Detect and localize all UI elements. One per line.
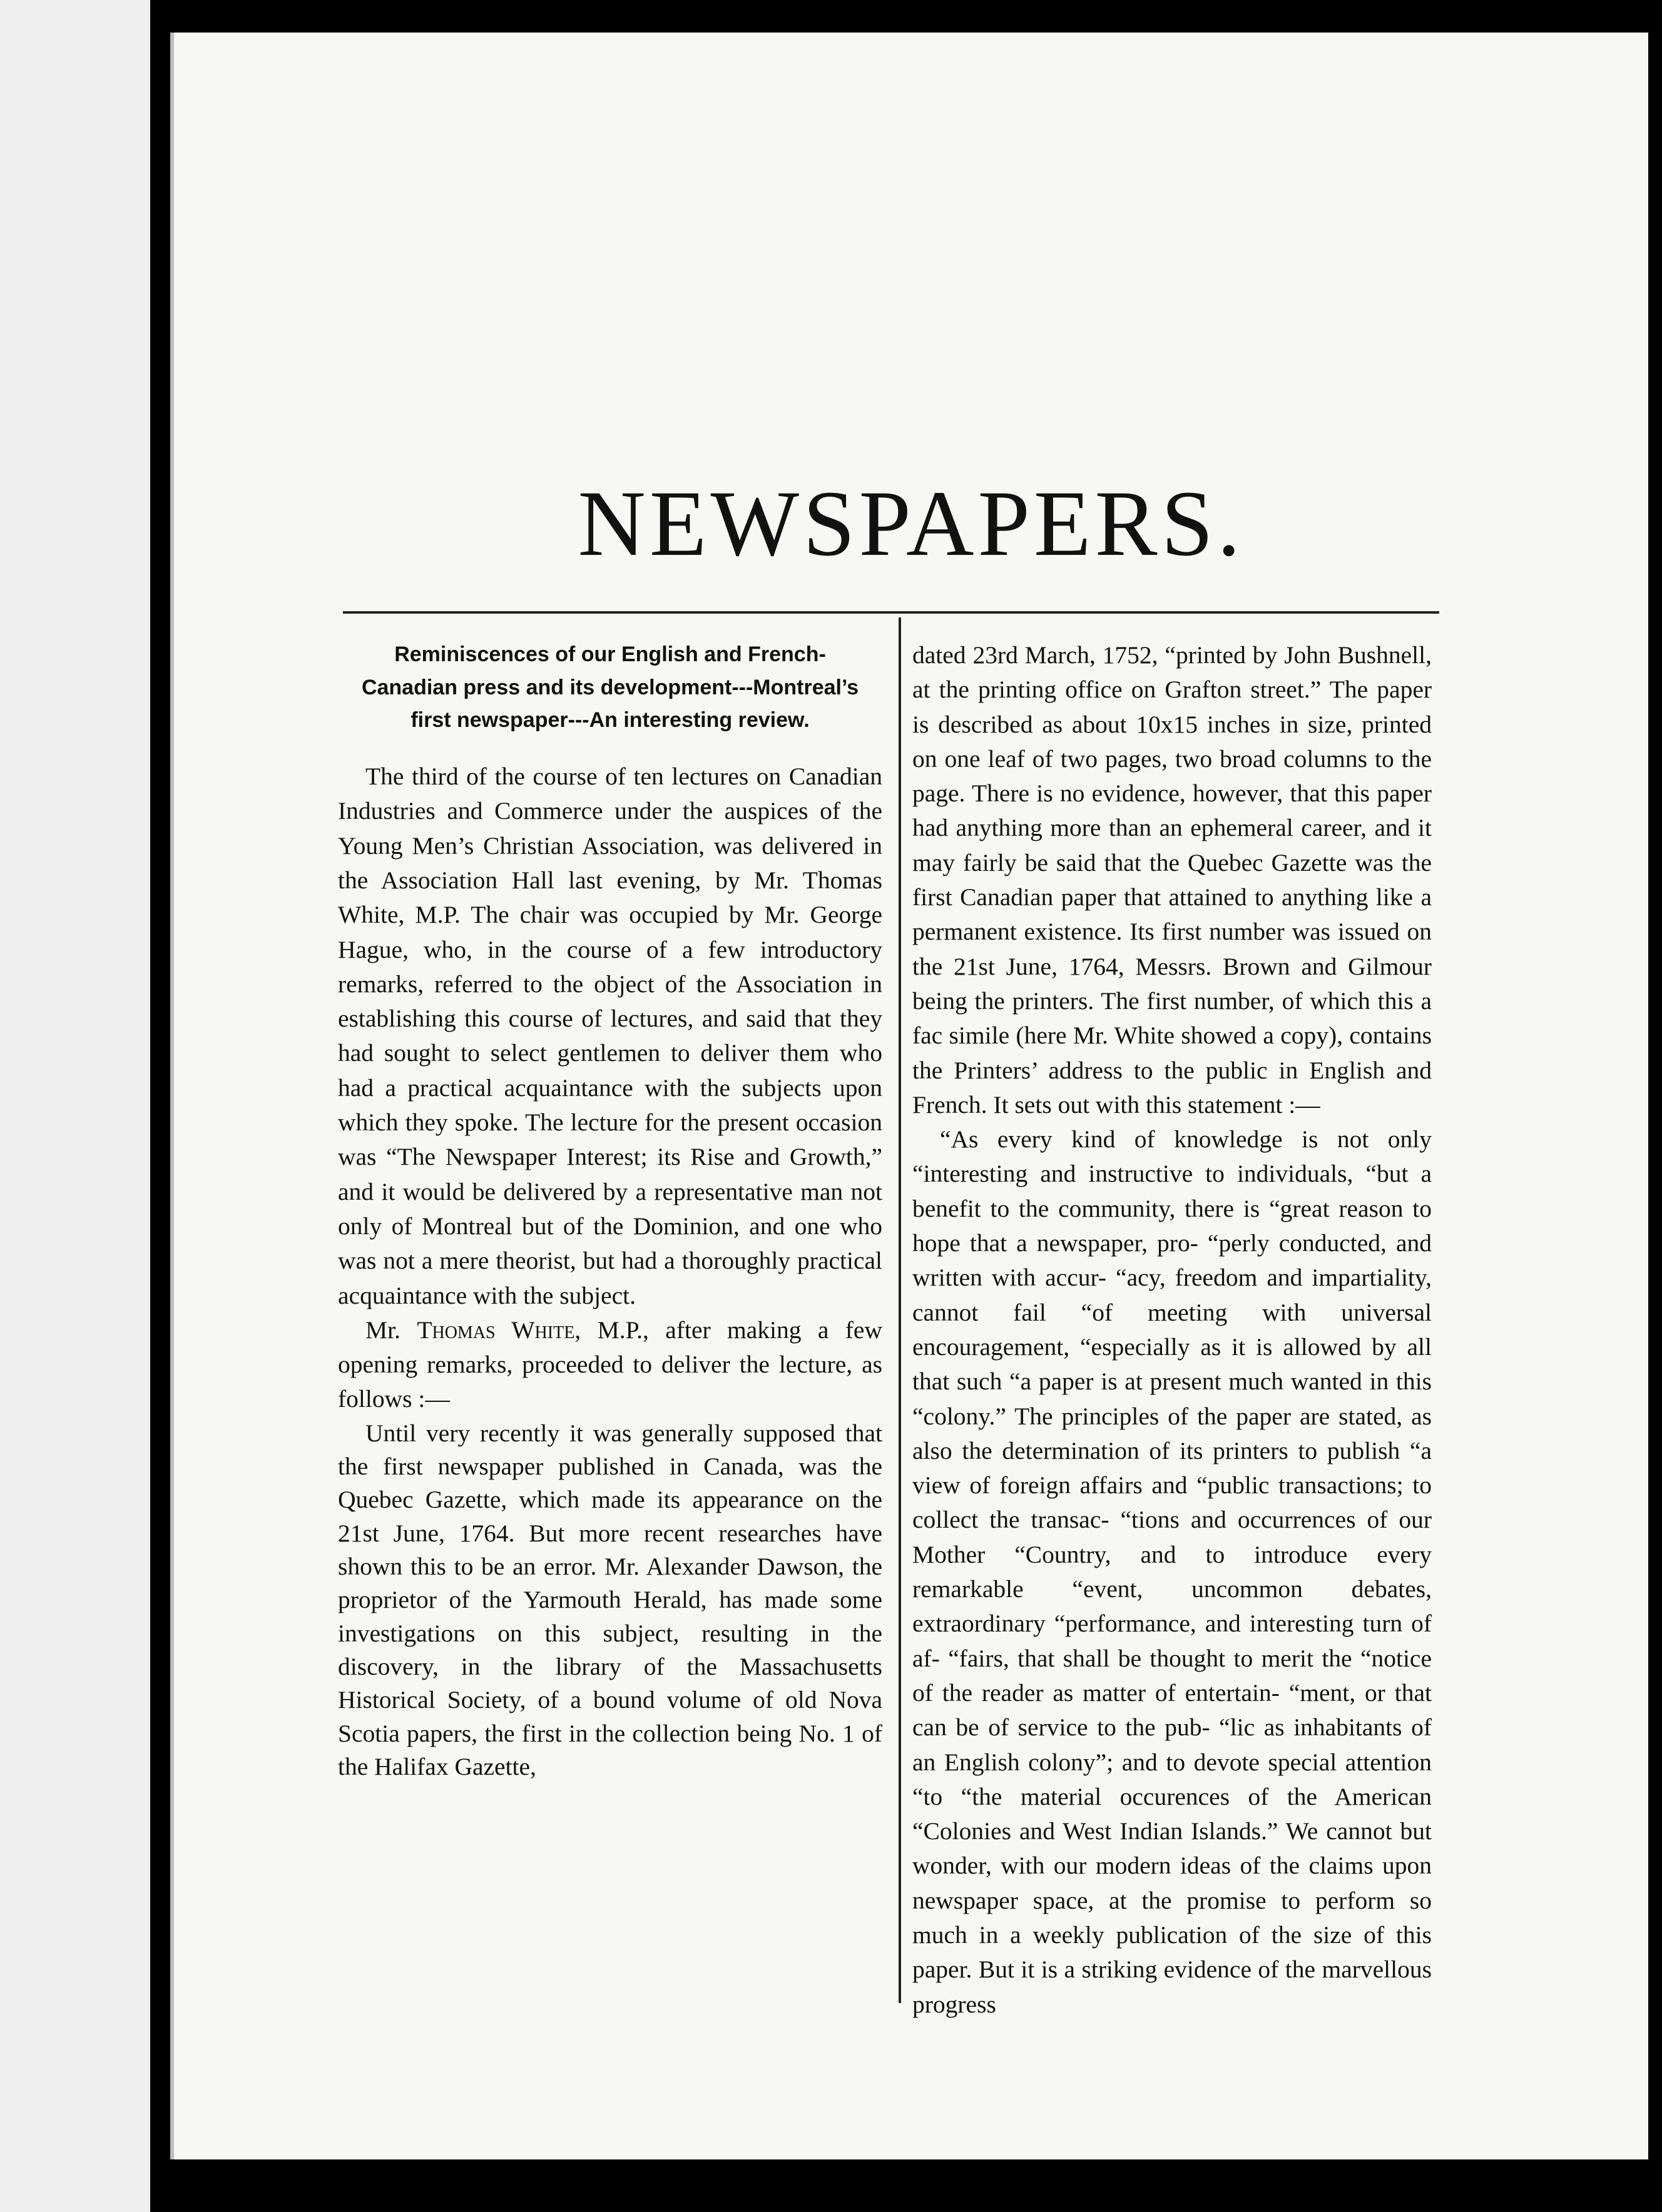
left-column (338, 638, 882, 1783)
right-column (912, 638, 1432, 2022)
lecture-opening-paragraph: Until very recently it was generally supposed that the first newspaper published in Canada, was the Quebec Gazette, which made its appearance on the 21st June, 1764. But more recent researches have shown this to be an error. Mr. Alexander Dawson, the proprietor of the Yarmouth Herald, has made some investigations on this subject, resulting in the discovery, in the library of the Massachusetts Historical Society, of a bound volume of old Nova Scotia papers, the first in the collection being No. 1 of the Halifax Gazette, (338, 1419, 882, 1780)
article-headline: Reminiscences of our English and French-Canadian press and its development---Montreal’s first newspaper---An interesting review. (361, 642, 859, 733)
printers-address-quote: “As every kind of knowledge is not only “interesting and instructive to individuals, “but a benefit to the community, there is “great reason to hope that a newspaper, pro- “perly conducted, and written with accur- “acy, freedom and impartiality, cannot fail “of meeting with universal encouragement, “especially as it is allowed by all that such “a paper is at present much wanted in this “colony.” The principles of the paper are stated, as also the determination of its printers to publish “a view of foreign affairs and “public transactions; to collect the transac- “tions and occurrences of our Mother “Country, and to introduce every remarkable “event, uncommon debates, extraordinary “performance, and interesting turn of af- “fairs, that shall be thought to merit the “notice of the reader as matter of entertain- “ment, or that can be of service to the pub- “lic as inhabitants of an English colony”; and to devote special attention “to “the material occurences of the American “Colonies and West Indian Islands.” We cannot but wonder, with our modern ideas of the claims upon newspaper space, at the promise to perform so much in a weekly publication of the size of this paper. But it is a striking evidence of the marvellous progress (912, 1125, 1432, 2018)
intro-paragraph: The third of the course of ten lectures on Canadian Industries and Commerce under the auspices of the Young Men’s Christian Association, was delivered in the Association Hall last evening, by Mr. Thomas White, M.P. The chair was occupied by Mr. George Hague, who, in the course of a few introductory remarks, referred to the object of the Association in establishing this course of lectures, and said that they had sought to select gentlemen to deliver them who had a practical acquaintance with the subjects upon which they spoke. The lecture for the present occasion was “The Newspaper Interest; its Rise and Growth,” and it would be delivered by a representative man not only of Montreal but of the Dominion, and one who was not a mere theorist, but had a thoroughly practical acquaintance with the subject. (338, 763, 882, 1309)
adjacent-page-edge (0, 0, 150, 2212)
newspaper-page (170, 33, 1648, 2159)
column-divider (899, 617, 901, 2003)
header-rule (343, 611, 1439, 614)
lecturer-title: Mr. (365, 1316, 417, 1344)
gazette-history-paragraph: dated 23rd March, 1752, “printed by John Bushnell, at the printing office on Grafton street.” The paper is described as about 10x15 inches in size, printed on one leaf of two pages, two broad columns to the page. There is no evidence, however, that this paper had anything more than an ephemeral career, and it may fairly be said that the Quebec Gazette was the first Canadian paper that attained to anything like a permanent existence. Its first number was issued on the 21st June, 1764, Messrs. Brown and Gilmour being the printers. The first number, of which this a fac simile (here Mr. White showed a copy), contains the Printers’ address to the public in English and French. It sets out with this statement :— (912, 641, 1432, 1119)
masthead-title: NEWSPAPERS. (578, 472, 1245, 576)
lecturer-paragraph-rest: , M.P., after making a few opening remarks, proceeded to deliver the lecture, as follows :— (338, 1316, 882, 1413)
lecturer-name: Thomas White (417, 1316, 575, 1344)
lecturer-paragraph (338, 1313, 882, 1417)
page-gutter-shadow (150, 0, 170, 2212)
